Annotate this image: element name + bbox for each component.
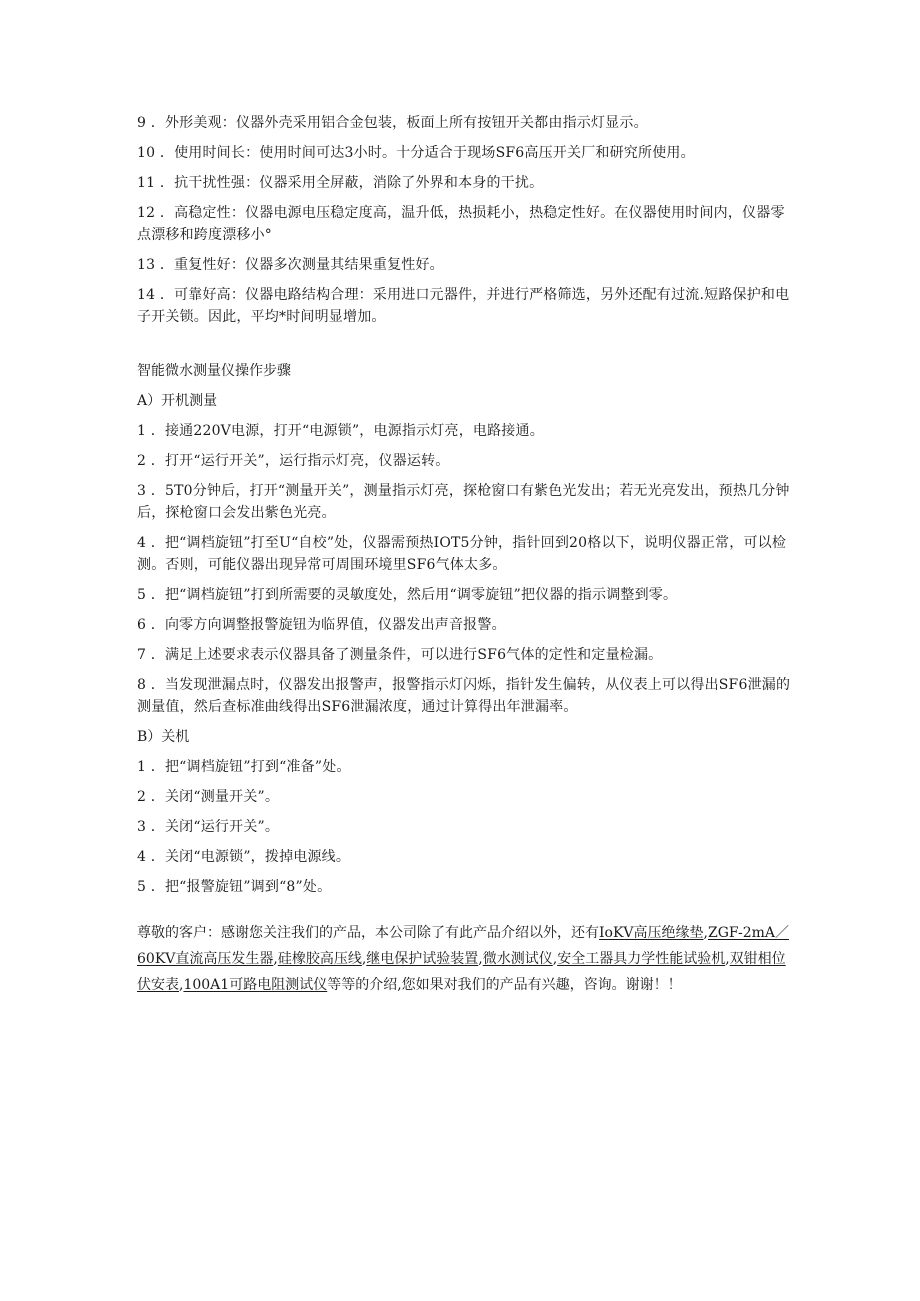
product-link-safety-tool-tester[interactable]: 安全工器具力学性能试验机 (557, 951, 726, 967)
section-b-title: B）关机 (137, 729, 190, 745)
step-b-1: 1 ．把“调档旋钮”打到“准备”处。 (137, 759, 351, 775)
step-a-1: 1 ．接通220V电源，打开“电源锁”，电源指示灯亮，电路接通。 (137, 423, 544, 439)
spacer (137, 336, 797, 360)
product-link-relay-test-device[interactable]: 继电保护试验装置 (366, 951, 479, 967)
section-b-list (137, 756, 797, 898)
feature-item-11: 11 ．抗干扰性强：仪器采用全屏蔽，消除了外界和本身的干扰。 (137, 175, 544, 191)
step-b-5: 5 ．把“报警旋钮”调到“8”处。 (137, 879, 332, 895)
product-link-insulation-mat[interactable]: IoKV高压绝缘垫 (599, 925, 704, 941)
step-a-2: 2 ．打开“运行开关”，运行指示灯亮，仪器运转。 (137, 453, 450, 469)
feature-list (137, 112, 797, 328)
product-link-dc-hv-generator[interactable]: ZGF-2mA／60KV直流高压发生器 (137, 925, 790, 967)
section-a-title: A）开机测量 (137, 393, 218, 409)
feature-item-10: 10 ．使用时间长：使用时间可达3小时。十分适合于现场SF6高压开关厂和研究所使用。 (137, 145, 695, 161)
step-b-4: 4 ．关闭“电源锁”，拨掉电源线。 (137, 849, 351, 865)
section-a-list (137, 420, 797, 718)
feature-item-14: 14 ．可靠好高：仪器电路结构合理：采用进口元器件，并进行严格筛选，另外还配有过流.短路保护和电子开关锁。因此，平均*时间明显增加。 (137, 287, 790, 325)
step-b-3: 3 ．关闭“运行开关”。 (137, 819, 280, 835)
product-link-silicone-hv-wire[interactable]: 硅橡胶高压线 (277, 951, 362, 967)
steps-title: 智能微水测量仪操作步骤 (137, 363, 291, 379)
step-a-6: 6 ．向零方向调整报警旋钮为临界值，仪器发出声音报警。 (137, 617, 506, 633)
product-link-loop-resistance-tester[interactable]: 100A1可路电阻测试仪 (183, 977, 328, 993)
feature-item-9: 9 ．外形美观：仪器外壳采用铝合金包装，板面上所有按钮开关都由指示灯显示。 (137, 115, 648, 131)
closing-note: 尊敬的客户：感谢您关注我们的产品，本公司除了有此产品介绍以外，还有IoKV高压绝缘垫,ZGF-2mA／60KV直流高压发生器,硅橡胶高压线,继电保护试验装置,微水测试仪,安全工器具力学性能试验机,双钳相位伏安表,100A1可路电阻测试仪等等的介绍,您如果对我们的产品有兴趣，咨询。谢谢！！ (137, 925, 790, 993)
step-a-4: 4 ．把“调档旋钮”打至U“自校”处，仪器需预热IOT5分钟，指针回到20格以下，说明仪器正常，可以检测。否则，可能仪器出现异常可周围环境里SF6气体太多。 (137, 535, 787, 573)
step-a-7: 7 ．满足上述要求表示仪器具备了测量条件，可以进行SF6气体的定性和定量检漏。 (137, 647, 663, 663)
spacer (137, 906, 797, 920)
product-link-micro-water-tester[interactable]: 微水测试仪 (482, 951, 553, 967)
step-a-3: 3 ．5T0分钟后，打开“测量开关”，测量指示灯亮，探枪窗口有紫色光发出；若无光亮发出，预热几分钟后，探枪窗口会发出紫色光亮。 (137, 483, 790, 521)
feature-item-12: 12 ．高稳定性：仪器电源电压稳定度高，温升低，热损耗小，热稳定性好。在仪器使用时间内，仪器零点漂移和跨度漂移小° (137, 205, 785, 243)
feature-item-13: 13 ．重复性好：仪器多次测量其结果重复性好。 (137, 257, 444, 273)
step-a-8: 8 ．当发现泄漏点时，仪器发出报警声，报警指示灯闪烁，指针发生偏转，从仪表上可以得出SF6泄漏的测量值，然后查标准曲线得出SF6泄漏浓度，通过计算得出年泄漏率。 (137, 677, 791, 715)
step-b-2: 2 ．关闭“测量开关”。 (137, 789, 280, 805)
product-link-clamp-phase-meter[interactable]: 双钳相位伏安表 (137, 951, 786, 993)
step-a-5: 5 ．把“调档旋钮”打到所需要的灵敏度处，然后用“调零旋钮”把仪器的指示调整到零。 (137, 587, 678, 603)
document-page (137, 112, 797, 998)
